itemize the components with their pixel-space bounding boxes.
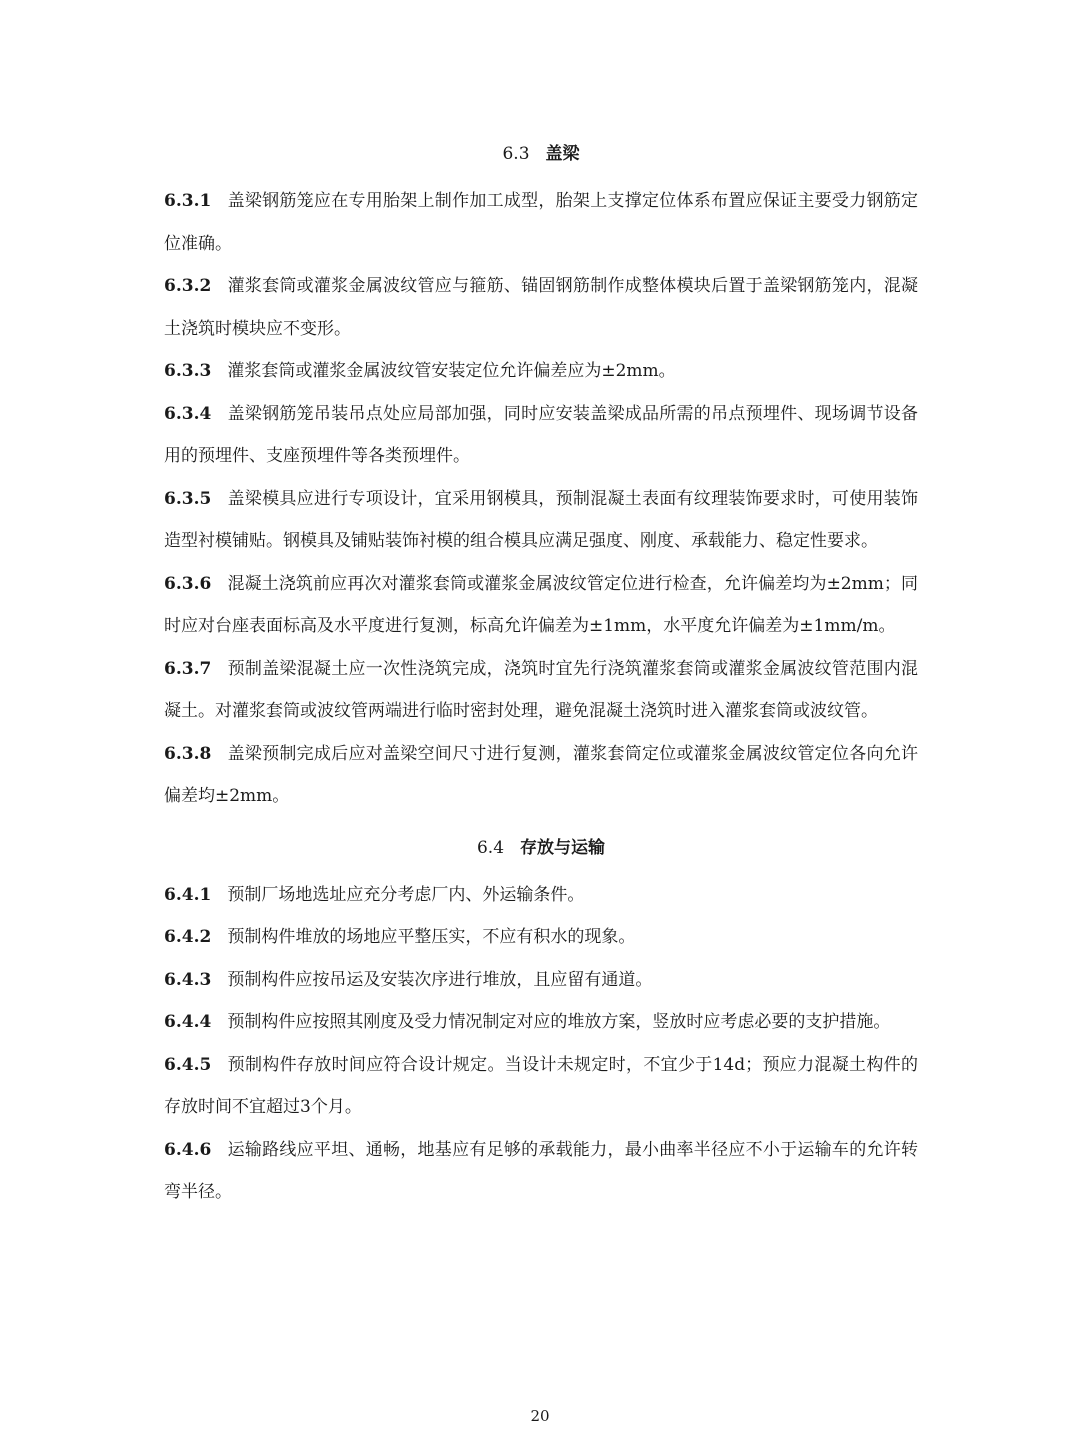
clause-text: 预制构件存放时间应符合设计规定。当设计未规定时，不宜少于14d；预应力混凝土构件的存放时间不宜超过3个月。	[164, 1054, 918, 1117]
clause-number: 6.4.2	[164, 927, 212, 947]
clause-6-3-6	[164, 563, 918, 648]
clause-6-3-3	[164, 350, 918, 393]
clause-number: 6.3.5	[164, 488, 212, 509]
clause-text: 预制构件应按照其刚度及受力情况制定对应的堆放方案，竖放时应考虑必要的支护措施。	[227, 1012, 891, 1032]
clause-number: 6.3.2	[164, 276, 212, 296]
clause-number: 6.3.8	[164, 743, 212, 764]
clause-6-4-2	[164, 916, 918, 959]
section-title: 存放与运输	[520, 837, 606, 858]
clause-number: 6.4.6	[164, 1139, 212, 1160]
section-heading-6-3	[164, 134, 918, 174]
clause-number: 6.4.1	[164, 884, 212, 905]
clause-6-3-8	[164, 733, 918, 818]
clause-text: 盖梁钢筋笼应在专用胎架上制作加工成型，胎架上支撑定位体系布置应保证主要受力钢筋定位准确。	[164, 191, 918, 254]
clause-number: 6.3.6	[164, 573, 212, 594]
section-number: 6.3	[502, 144, 530, 164]
clause-number: 6.3.4	[164, 403, 212, 424]
page-number: 20	[530, 1407, 550, 1425]
clause-number: 6.3.7	[164, 658, 212, 679]
clause-6-4-6	[164, 1129, 918, 1214]
section-title: 盖梁	[545, 144, 580, 164]
clause-number: 6.4.4	[164, 1012, 212, 1032]
clause-6-3-7	[164, 648, 918, 733]
clause-6-3-2	[164, 265, 918, 350]
clause-text: 运输路线应平坦、通畅，地基应有足够的承载能力，最小曲率半径应不小于运输车的允许转弯半径。	[164, 1139, 918, 1202]
clause-6-4-4	[164, 1001, 918, 1044]
clause-text: 灌浆套筒或灌浆金属波纹管应与箍筋、锚固钢筋制作成整体模块后置于盖梁钢筋笼内，混凝土浇筑时模块应不变形。	[164, 276, 918, 339]
clause-text: 盖梁模具应进行专项设计，宜采用钢模具，预制混凝土表面有纹理装饰要求时，可使用装饰造型衬模铺贴。钢模具及铺贴装饰衬模的组合模具应满足强度、刚度、承载能力、稳定性要求。	[164, 488, 918, 551]
clause-text: 混凝土浇筑前应再次对灌浆套筒或灌浆金属波纹管定位进行检查，允许偏差均为±2mm；同时应对台座表面标高及水平度进行复测，标高允许偏差为±1mm，水平度允许偏差为±1mm/m。	[164, 573, 918, 636]
clause-text: 灌浆套筒或灌浆金属波纹管安装定位允许偏差应为±2mm。	[227, 361, 676, 381]
clause-text: 预制厂场地选址应充分考虑厂内、外运输条件。	[227, 884, 585, 905]
clause-6-4-3	[164, 959, 918, 1002]
clause-number: 6.3.1	[164, 191, 212, 211]
clause-number: 6.4.5	[164, 1054, 212, 1075]
clause-text: 预制盖梁混凝土应一次性浇筑完成，浇筑时宜先行浇筑灌浆套筒或灌浆金属波纹管范围内混凝土。对灌浆套筒或波纹管两端进行临时密封处理，避免混凝土浇筑时进入灌浆套筒或波纹管。	[164, 658, 918, 721]
section-number: 6.4	[476, 837, 505, 858]
clause-6-3-5	[164, 478, 918, 563]
section-spacer	[164, 818, 918, 828]
clause-6-3-1	[164, 180, 918, 265]
clause-6-3-4	[164, 393, 918, 478]
clause-6-4-1	[164, 874, 918, 917]
clause-text: 盖梁钢筋笼吊装吊点处应局部加强，同时应安装盖梁成品所需的吊点预埋件、现场调节设备用的预埋件、支座预埋件等各类预埋件。	[164, 403, 918, 466]
section-heading-6-4	[164, 828, 918, 868]
clause-number: 6.3.3	[164, 361, 212, 381]
clause-6-4-5	[164, 1044, 918, 1129]
clause-text: 预制构件堆放的场地应平整压实，不应有积水的现象。	[227, 927, 636, 947]
page-content	[164, 134, 918, 1214]
clause-text: 盖梁预制完成后应对盖梁空间尺寸进行复测，灌浆套筒定位或灌浆金属波纹管定位各向允许偏差均±2mm。	[164, 743, 918, 806]
clause-text: 预制构件应按吊运及安装次序进行堆放，且应留有通道。	[227, 969, 653, 990]
clause-number: 6.4.3	[164, 969, 212, 990]
